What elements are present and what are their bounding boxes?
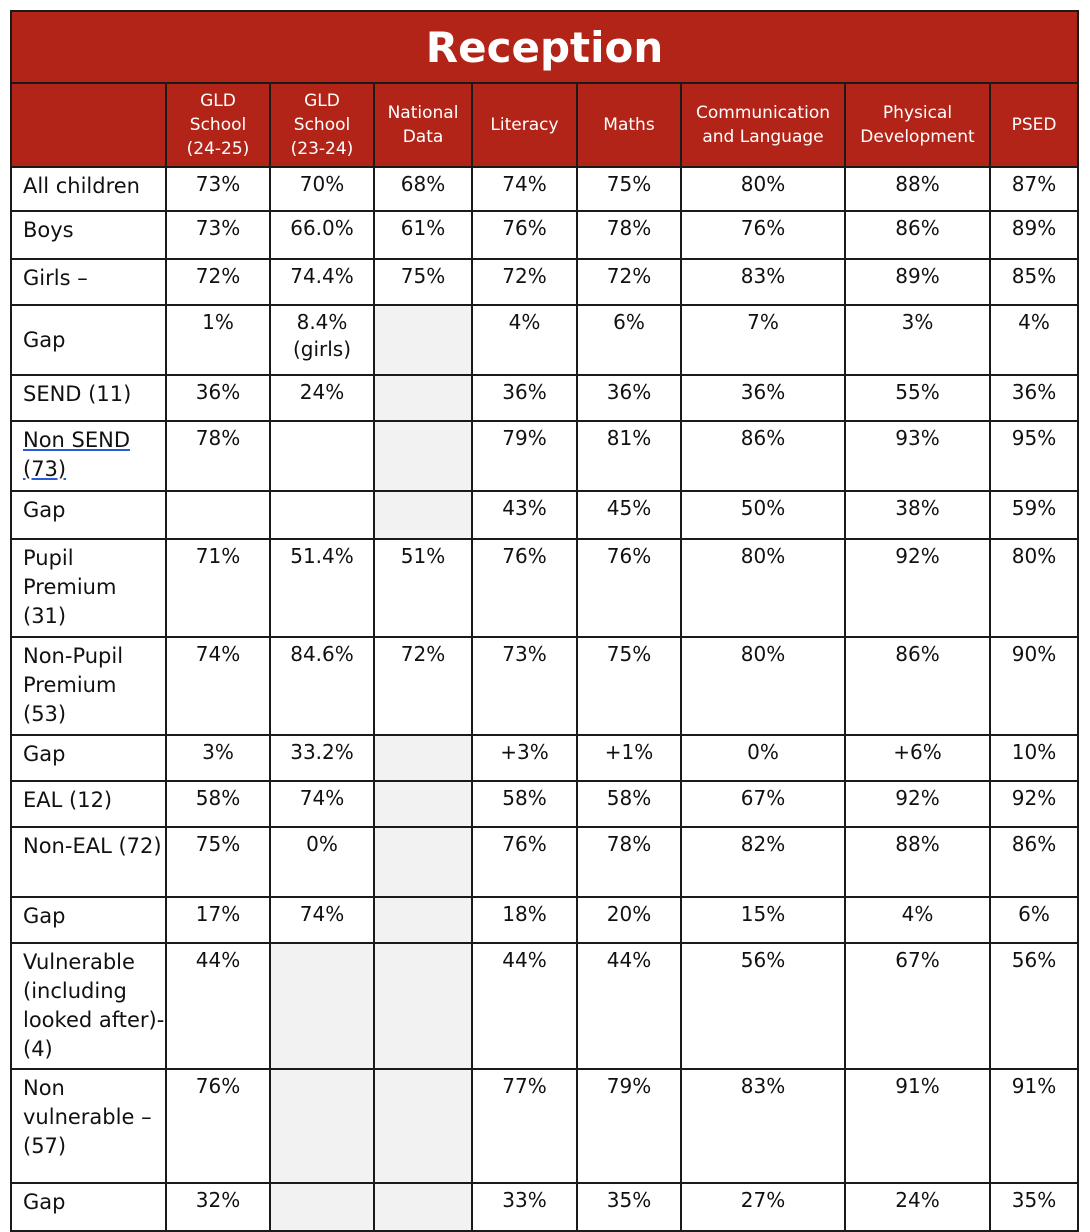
cell-literacy: 79% (472, 421, 577, 491)
cell-maths: 36% (577, 375, 681, 421)
row-label: Vulnerable (including looked after)- (4) (11, 943, 166, 1069)
cell-maths: +1% (577, 735, 681, 781)
row-label: Non SEND (73) (11, 421, 166, 491)
cell-gld-24-25: 32% (166, 1183, 270, 1231)
cell-gld-23-24 (270, 1183, 374, 1231)
cell-physical-development: 86% (845, 211, 990, 259)
table-row (11, 735, 1078, 781)
cell-literacy: 58% (472, 781, 577, 827)
cell-communication-language: 82% (681, 827, 845, 897)
cell-gld-23-24: 24% (270, 375, 374, 421)
cell-communication-language: 0% (681, 735, 845, 781)
cell-literacy: 36% (472, 375, 577, 421)
table-title: Reception (11, 11, 1078, 83)
cell-psed: 86% (990, 827, 1078, 897)
cell-gld-23-24: 51.4% (270, 539, 374, 637)
cell-psed: 35% (990, 1183, 1078, 1231)
cell-literacy: 76% (472, 539, 577, 637)
cell-national-data (374, 735, 472, 781)
cell-literacy: 73% (472, 637, 577, 735)
cell-gld-24-25: 36% (166, 375, 270, 421)
cell-literacy: 4% (472, 305, 577, 375)
cell-maths: 6% (577, 305, 681, 375)
cell-psed: 90% (990, 637, 1078, 735)
cell-maths: 78% (577, 827, 681, 897)
row-label: Pupil Premium (31) (11, 539, 166, 637)
header-maths: Maths (577, 83, 681, 167)
cell-communication-language: 83% (681, 259, 845, 305)
table-row (11, 211, 1078, 259)
cell-maths: 78% (577, 211, 681, 259)
table-row (11, 421, 1078, 491)
cell-gld-24-25: 78% (166, 421, 270, 491)
row-label: Gap (11, 1183, 166, 1231)
table-row (11, 637, 1078, 735)
cell-national-data (374, 781, 472, 827)
cell-communication-language: 83% (681, 1069, 845, 1183)
cell-communication-language: 27% (681, 1183, 845, 1231)
cell-psed: 80% (990, 539, 1078, 637)
cell-literacy: 33% (472, 1183, 577, 1231)
header-physical-development: Physical Development (845, 83, 990, 167)
cell-gld-23-24 (270, 1069, 374, 1183)
cell-communication-language: 7% (681, 305, 845, 375)
cell-gld-23-24: 84.6% (270, 637, 374, 735)
cell-gld-23-24: 8.4% (girls) (270, 305, 374, 375)
cell-maths: 35% (577, 1183, 681, 1231)
cell-national-data (374, 827, 472, 897)
cell-physical-development: 89% (845, 259, 990, 305)
cell-communication-language: 56% (681, 943, 845, 1069)
cell-literacy: 18% (472, 897, 577, 943)
cell-maths: 58% (577, 781, 681, 827)
cell-communication-language: 80% (681, 539, 845, 637)
cell-physical-development: 88% (845, 167, 990, 211)
cell-physical-development: 86% (845, 637, 990, 735)
cell-national-data: 61% (374, 211, 472, 259)
header-literacy: Literacy (472, 83, 577, 167)
cell-gld-24-25: 1% (166, 305, 270, 375)
cell-national-data (374, 305, 472, 375)
cell-psed: 59% (990, 491, 1078, 539)
header-national-data: National Data (374, 83, 472, 167)
header-corner (11, 83, 166, 167)
cell-national-data (374, 1069, 472, 1183)
cell-gld-24-25: 72% (166, 259, 270, 305)
row-label: Non-EAL (72) (11, 827, 166, 897)
cell-literacy: 76% (472, 211, 577, 259)
cell-maths: 75% (577, 637, 681, 735)
table-body (11, 167, 1078, 1231)
table-row (11, 1183, 1078, 1231)
header-gld-23-24: GLD School (23-24) (270, 83, 374, 167)
header-gld-24-25: GLD School (24-25) (166, 83, 270, 167)
cell-maths: 45% (577, 491, 681, 539)
cell-communication-language: 76% (681, 211, 845, 259)
cell-maths: 44% (577, 943, 681, 1069)
row-label: SEND (11) (11, 375, 166, 421)
cell-literacy: 76% (472, 827, 577, 897)
cell-physical-development: 92% (845, 539, 990, 637)
cell-national-data (374, 491, 472, 539)
cell-national-data: 68% (374, 167, 472, 211)
cell-gld-24-25: 73% (166, 167, 270, 211)
cell-gld-24-25: 44% (166, 943, 270, 1069)
cell-communication-language: 15% (681, 897, 845, 943)
cell-literacy: 74% (472, 167, 577, 211)
cell-psed: 91% (990, 1069, 1078, 1183)
cell-literacy: 44% (472, 943, 577, 1069)
table-row (11, 167, 1078, 211)
cell-psed: 36% (990, 375, 1078, 421)
reception-table (10, 10, 1079, 1232)
cell-physical-development: +6% (845, 735, 990, 781)
cell-gld-23-24 (270, 491, 374, 539)
table-row (11, 259, 1078, 305)
row-label: Gap (11, 735, 166, 781)
cell-gld-24-25: 73% (166, 211, 270, 259)
table-row (11, 827, 1078, 897)
row-label: Gap (11, 897, 166, 943)
cell-national-data (374, 1183, 472, 1231)
cell-gld-24-25: 75% (166, 827, 270, 897)
cell-gld-23-24: 74.4% (270, 259, 374, 305)
cell-physical-development: 4% (845, 897, 990, 943)
row-label: All children (11, 167, 166, 211)
cell-psed: 4% (990, 305, 1078, 375)
cell-psed: 87% (990, 167, 1078, 211)
cell-psed: 92% (990, 781, 1078, 827)
row-label: EAL (12) (11, 781, 166, 827)
table-row (11, 781, 1078, 827)
cell-physical-development: 92% (845, 781, 990, 827)
cell-physical-development: 88% (845, 827, 990, 897)
row-label: Girls – (11, 259, 166, 305)
cell-physical-development: 91% (845, 1069, 990, 1183)
cell-national-data (374, 897, 472, 943)
cell-national-data: 72% (374, 637, 472, 735)
cell-national-data (374, 421, 472, 491)
header-psed: PSED (990, 83, 1078, 167)
cell-communication-language: 36% (681, 375, 845, 421)
cell-national-data (374, 375, 472, 421)
row-label: Gap (11, 305, 166, 375)
cell-gld-24-25: 3% (166, 735, 270, 781)
cell-gld-23-24: 0% (270, 827, 374, 897)
table-row (11, 491, 1078, 539)
cell-physical-development: 24% (845, 1183, 990, 1231)
table-row (11, 305, 1078, 375)
cell-gld-23-24: 33.2% (270, 735, 374, 781)
cell-gld-24-25: 17% (166, 897, 270, 943)
cell-communication-language: 80% (681, 637, 845, 735)
cell-national-data (374, 943, 472, 1069)
cell-psed: 56% (990, 943, 1078, 1069)
cell-gld-23-24 (270, 943, 374, 1069)
cell-communication-language: 86% (681, 421, 845, 491)
cell-physical-development: 3% (845, 305, 990, 375)
cell-gld-23-24: 74% (270, 897, 374, 943)
cell-maths: 76% (577, 539, 681, 637)
cell-communication-language: 67% (681, 781, 845, 827)
cell-maths: 20% (577, 897, 681, 943)
row-label: Gap (11, 491, 166, 539)
cell-literacy: 72% (472, 259, 577, 305)
cell-physical-development: 93% (845, 421, 990, 491)
cell-national-data: 75% (374, 259, 472, 305)
table-row (11, 375, 1078, 421)
row-label: Non vulnerable – (57) (11, 1069, 166, 1183)
cell-gld-23-24: 66.0% (270, 211, 374, 259)
cell-maths: 81% (577, 421, 681, 491)
cell-literacy: +3% (472, 735, 577, 781)
row-label: Boys (11, 211, 166, 259)
cell-gld-24-25: 76% (166, 1069, 270, 1183)
cell-national-data: 51% (374, 539, 472, 637)
cell-gld-24-25: 71% (166, 539, 270, 637)
table-row (11, 1069, 1078, 1183)
cell-gld-24-25 (166, 491, 270, 539)
row-label: Non-Pupil Premium (53) (11, 637, 166, 735)
cell-gld-24-25: 74% (166, 637, 270, 735)
cell-physical-development: 67% (845, 943, 990, 1069)
cell-gld-23-24: 74% (270, 781, 374, 827)
cell-psed: 89% (990, 211, 1078, 259)
table-row (11, 897, 1078, 943)
header-communication-language: Communication and Language (681, 83, 845, 167)
cell-psed: 6% (990, 897, 1078, 943)
table-row (11, 539, 1078, 637)
cell-physical-development: 38% (845, 491, 990, 539)
cell-literacy: 77% (472, 1069, 577, 1183)
cell-physical-development: 55% (845, 375, 990, 421)
cell-gld-23-24 (270, 421, 374, 491)
cell-gld-24-25: 58% (166, 781, 270, 827)
cell-psed: 95% (990, 421, 1078, 491)
cell-maths: 72% (577, 259, 681, 305)
cell-communication-language: 50% (681, 491, 845, 539)
cell-maths: 79% (577, 1069, 681, 1183)
cell-gld-23-24: 70% (270, 167, 374, 211)
cell-communication-language: 80% (681, 167, 845, 211)
cell-psed: 85% (990, 259, 1078, 305)
table-row (11, 943, 1078, 1069)
cell-maths: 75% (577, 167, 681, 211)
cell-literacy: 43% (472, 491, 577, 539)
cell-psed: 10% (990, 735, 1078, 781)
